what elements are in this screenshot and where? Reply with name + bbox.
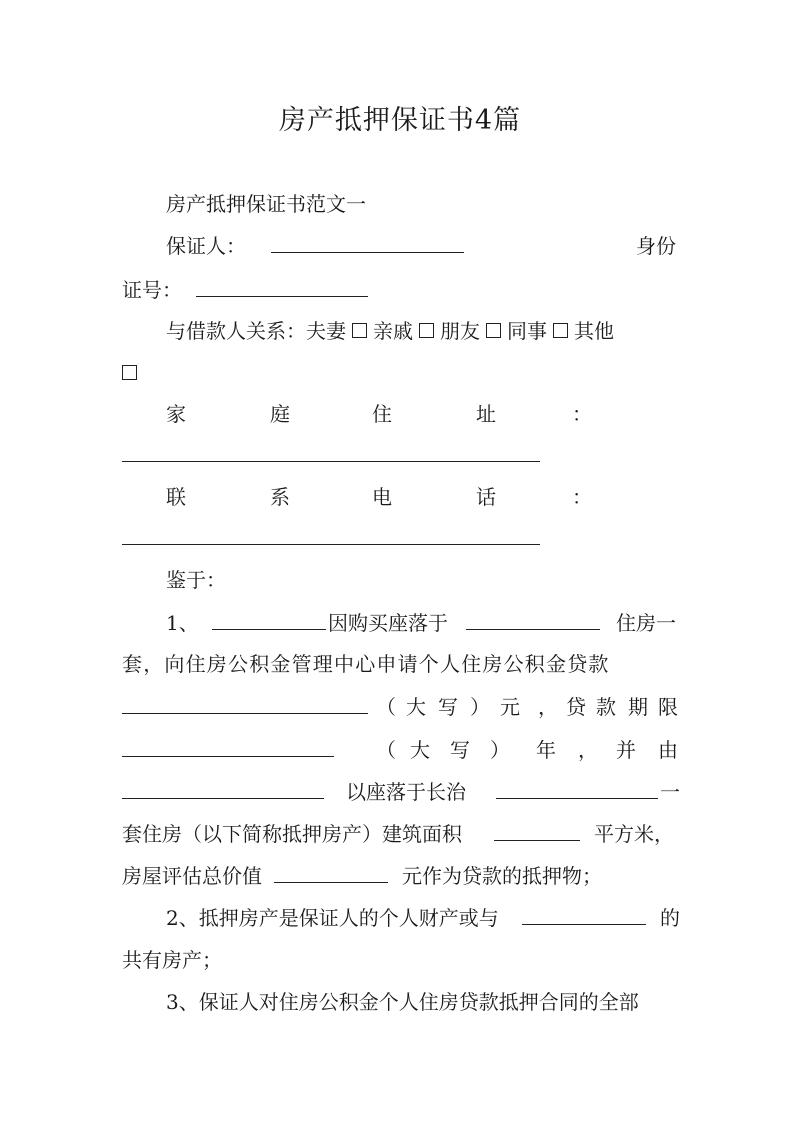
- phone-char-1: 联: [166, 485, 186, 509]
- item3-line1: 3、保证人对住房公积金个人住房贷款抵押合同的全部: [166, 990, 639, 1014]
- whereas-label: 鉴于：: [166, 568, 226, 592]
- address-blank[interactable]: [122, 461, 540, 462]
- checkbox-friend[interactable]: [486, 323, 501, 338]
- item1-line6a: 套住房（以下简称抵押房产）建筑面积: [122, 822, 462, 846]
- item1-blank-location[interactable]: [466, 629, 600, 630]
- document-title: 房产抵押保证书4篇: [278, 105, 522, 136]
- comma: ，: [538, 695, 558, 719]
- section-heading: 房产抵押保证书范文一: [166, 192, 366, 216]
- address-char-4: 址: [476, 402, 496, 426]
- char-kuan: 款: [596, 695, 616, 719]
- item1-text3: 以座落于长治: [346, 780, 466, 804]
- char-qi: 期: [628, 695, 648, 719]
- item2-line1a: 2、抵押房产是保证人的个人财产或与: [166, 906, 499, 930]
- option-spouse: 夫妻: [306, 319, 346, 343]
- item1-blank-amount[interactable]: [122, 713, 368, 714]
- other-checkbox-line: [122, 359, 143, 387]
- id-label-part1: 身份: [636, 234, 676, 258]
- item1-line7a: 房屋评估总价值: [122, 864, 262, 888]
- item1-line6b: 平方米，: [594, 822, 674, 846]
- id-number-blank[interactable]: [196, 296, 368, 297]
- item1-blank-borrower[interactable]: [212, 629, 326, 630]
- paren-open-2: （: [376, 738, 396, 762]
- item2-blank-coowner[interactable]: [522, 924, 646, 925]
- item1-blank-address[interactable]: [496, 798, 658, 799]
- guarantor-blank[interactable]: [271, 252, 464, 253]
- paren-close: ）: [470, 695, 490, 719]
- option-other: 其他: [574, 319, 614, 343]
- char-yuan: 元: [500, 695, 520, 719]
- address-char-3: 住: [372, 402, 392, 426]
- checkbox-colleague[interactable]: [553, 323, 568, 338]
- char-da-2: 大: [410, 738, 430, 762]
- item2-line2: 共有房产；: [122, 948, 222, 972]
- phone-char-5: ：: [572, 485, 592, 509]
- char-xian: 限: [658, 695, 678, 719]
- checkbox-relative[interactable]: [419, 323, 434, 338]
- paren-open: （: [376, 695, 396, 719]
- paren-close-2: ）: [490, 738, 510, 762]
- item2-line1b: 的: [660, 906, 680, 930]
- char-you: 由: [658, 738, 678, 762]
- item1-line7b: 元作为贷款的抵押物；: [402, 864, 602, 888]
- item1-text1: 因购买座落于: [328, 611, 448, 635]
- item1-text4: 一: [660, 780, 680, 804]
- item1-blank-value[interactable]: [274, 882, 388, 883]
- char-da: 大: [406, 695, 426, 719]
- phone-char-2: 系: [270, 485, 290, 509]
- relation-line: [166, 317, 614, 345]
- item1-blank-area[interactable]: [494, 840, 580, 841]
- char-dai: 贷: [566, 695, 586, 719]
- guarantor-label: 保证人：: [166, 234, 246, 258]
- address-char-2: 庭: [270, 402, 290, 426]
- option-relative: 亲戚: [373, 319, 413, 343]
- phone-char-4: 话: [476, 485, 496, 509]
- phone-blank[interactable]: [122, 544, 540, 545]
- item1-blank-term[interactable]: [122, 756, 334, 757]
- checkbox-other[interactable]: [122, 365, 137, 380]
- address-char-5: ：: [572, 402, 592, 426]
- relation-label: 与借款人关系：: [166, 319, 306, 343]
- char-xie: 写: [438, 695, 458, 719]
- option-colleague: 同事: [507, 319, 547, 343]
- checkbox-spouse[interactable]: [352, 323, 367, 338]
- option-friend: 朋友: [440, 319, 480, 343]
- phone-char-3: 电: [372, 485, 392, 509]
- comma-2: ，: [578, 738, 598, 762]
- item1-number: 1、: [166, 611, 199, 635]
- item1-blank-owner[interactable]: [122, 798, 324, 799]
- char-nian: 年: [536, 738, 556, 762]
- item1-line2: 套，向住房公积金管理中心申请个人住房公积金贷款: [122, 652, 610, 676]
- char-xie-2: 写: [450, 738, 470, 762]
- char-bing: 并: [616, 738, 636, 762]
- id-label-part2: 证号：: [122, 278, 182, 302]
- address-char-1: 家: [166, 402, 186, 426]
- item1-text2: 住房一: [616, 611, 676, 635]
